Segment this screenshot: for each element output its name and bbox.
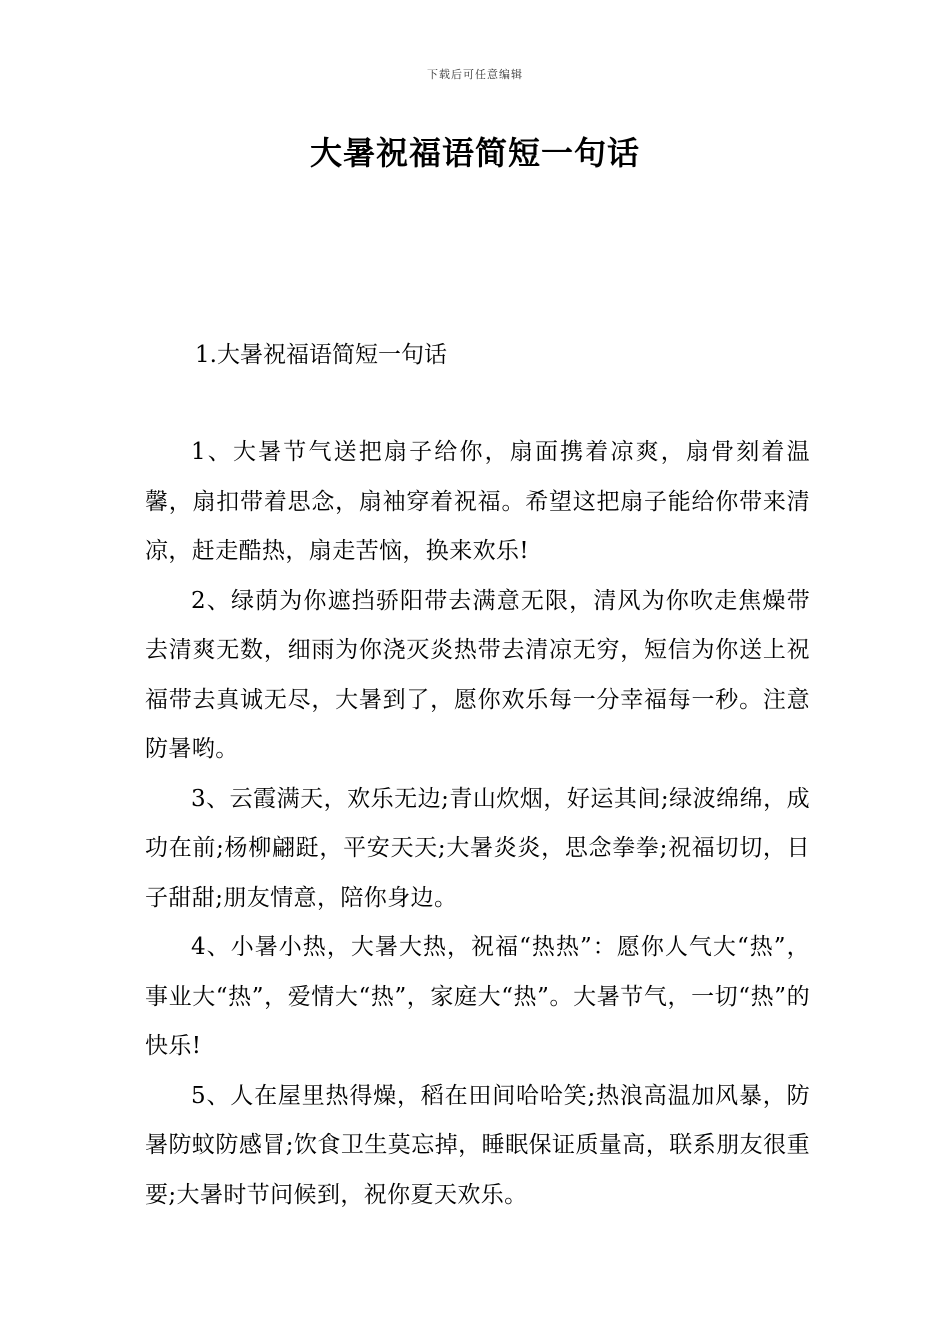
section-heading: 1.大暑祝福语简短一句话 bbox=[195, 342, 447, 368]
document-title: 大暑祝福语简短一句话 bbox=[309, 134, 640, 172]
paragraph-3: 3、云霞满天，欢乐无边;青山炊烟，好运其间;绿波绵绵，成功在前;杨柳翩跹，平安天天;大暑炎炎，思念拳拳;祝福切切，日子甜甜;朋友情意，陪你身边。 bbox=[145, 785, 810, 911]
paragraph-2: 2、绿荫为你遮挡骄阳带去满意无限，清风为你吹走焦燥带去清爽无数，细雨为你浇灭炎热带去清凉无穷，短信为你送上祝福带去真诚无尽，大暑到了，愿你欢乐每一分幸福每一秒。注意防暑哟。 bbox=[145, 587, 810, 762]
paragraph-4: 4、小暑小热，大暑大热，祝福“热热”：愿你人气大“热”，事业大“热”，爱情大“热”，家庭大“热”。大暑节气，一切“热”的快乐! bbox=[145, 934, 810, 1059]
body-text bbox=[145, 428, 810, 1220]
paragraph-5: 5、人在屋里热得燥，稻在田间哈哈笑;热浪高温加风暴，防暑防蚊防感冒;饮食卫生莫忘掉，睡眠保证质量高，联系朋友很重要;大暑时节问候到，祝你夏天欢乐。 bbox=[145, 1082, 810, 1208]
header-note: 下载后可任意编辑 bbox=[427, 68, 523, 81]
paragraph-1: 1、大暑节气送把扇子给你，扇面携着凉爽，扇骨刻着温馨，扇扣带着思念，扇袖穿着祝福。希望这把扇子能给你带来清凉，赶走酷热，扇走苦恼，换来欢乐! bbox=[145, 439, 810, 564]
